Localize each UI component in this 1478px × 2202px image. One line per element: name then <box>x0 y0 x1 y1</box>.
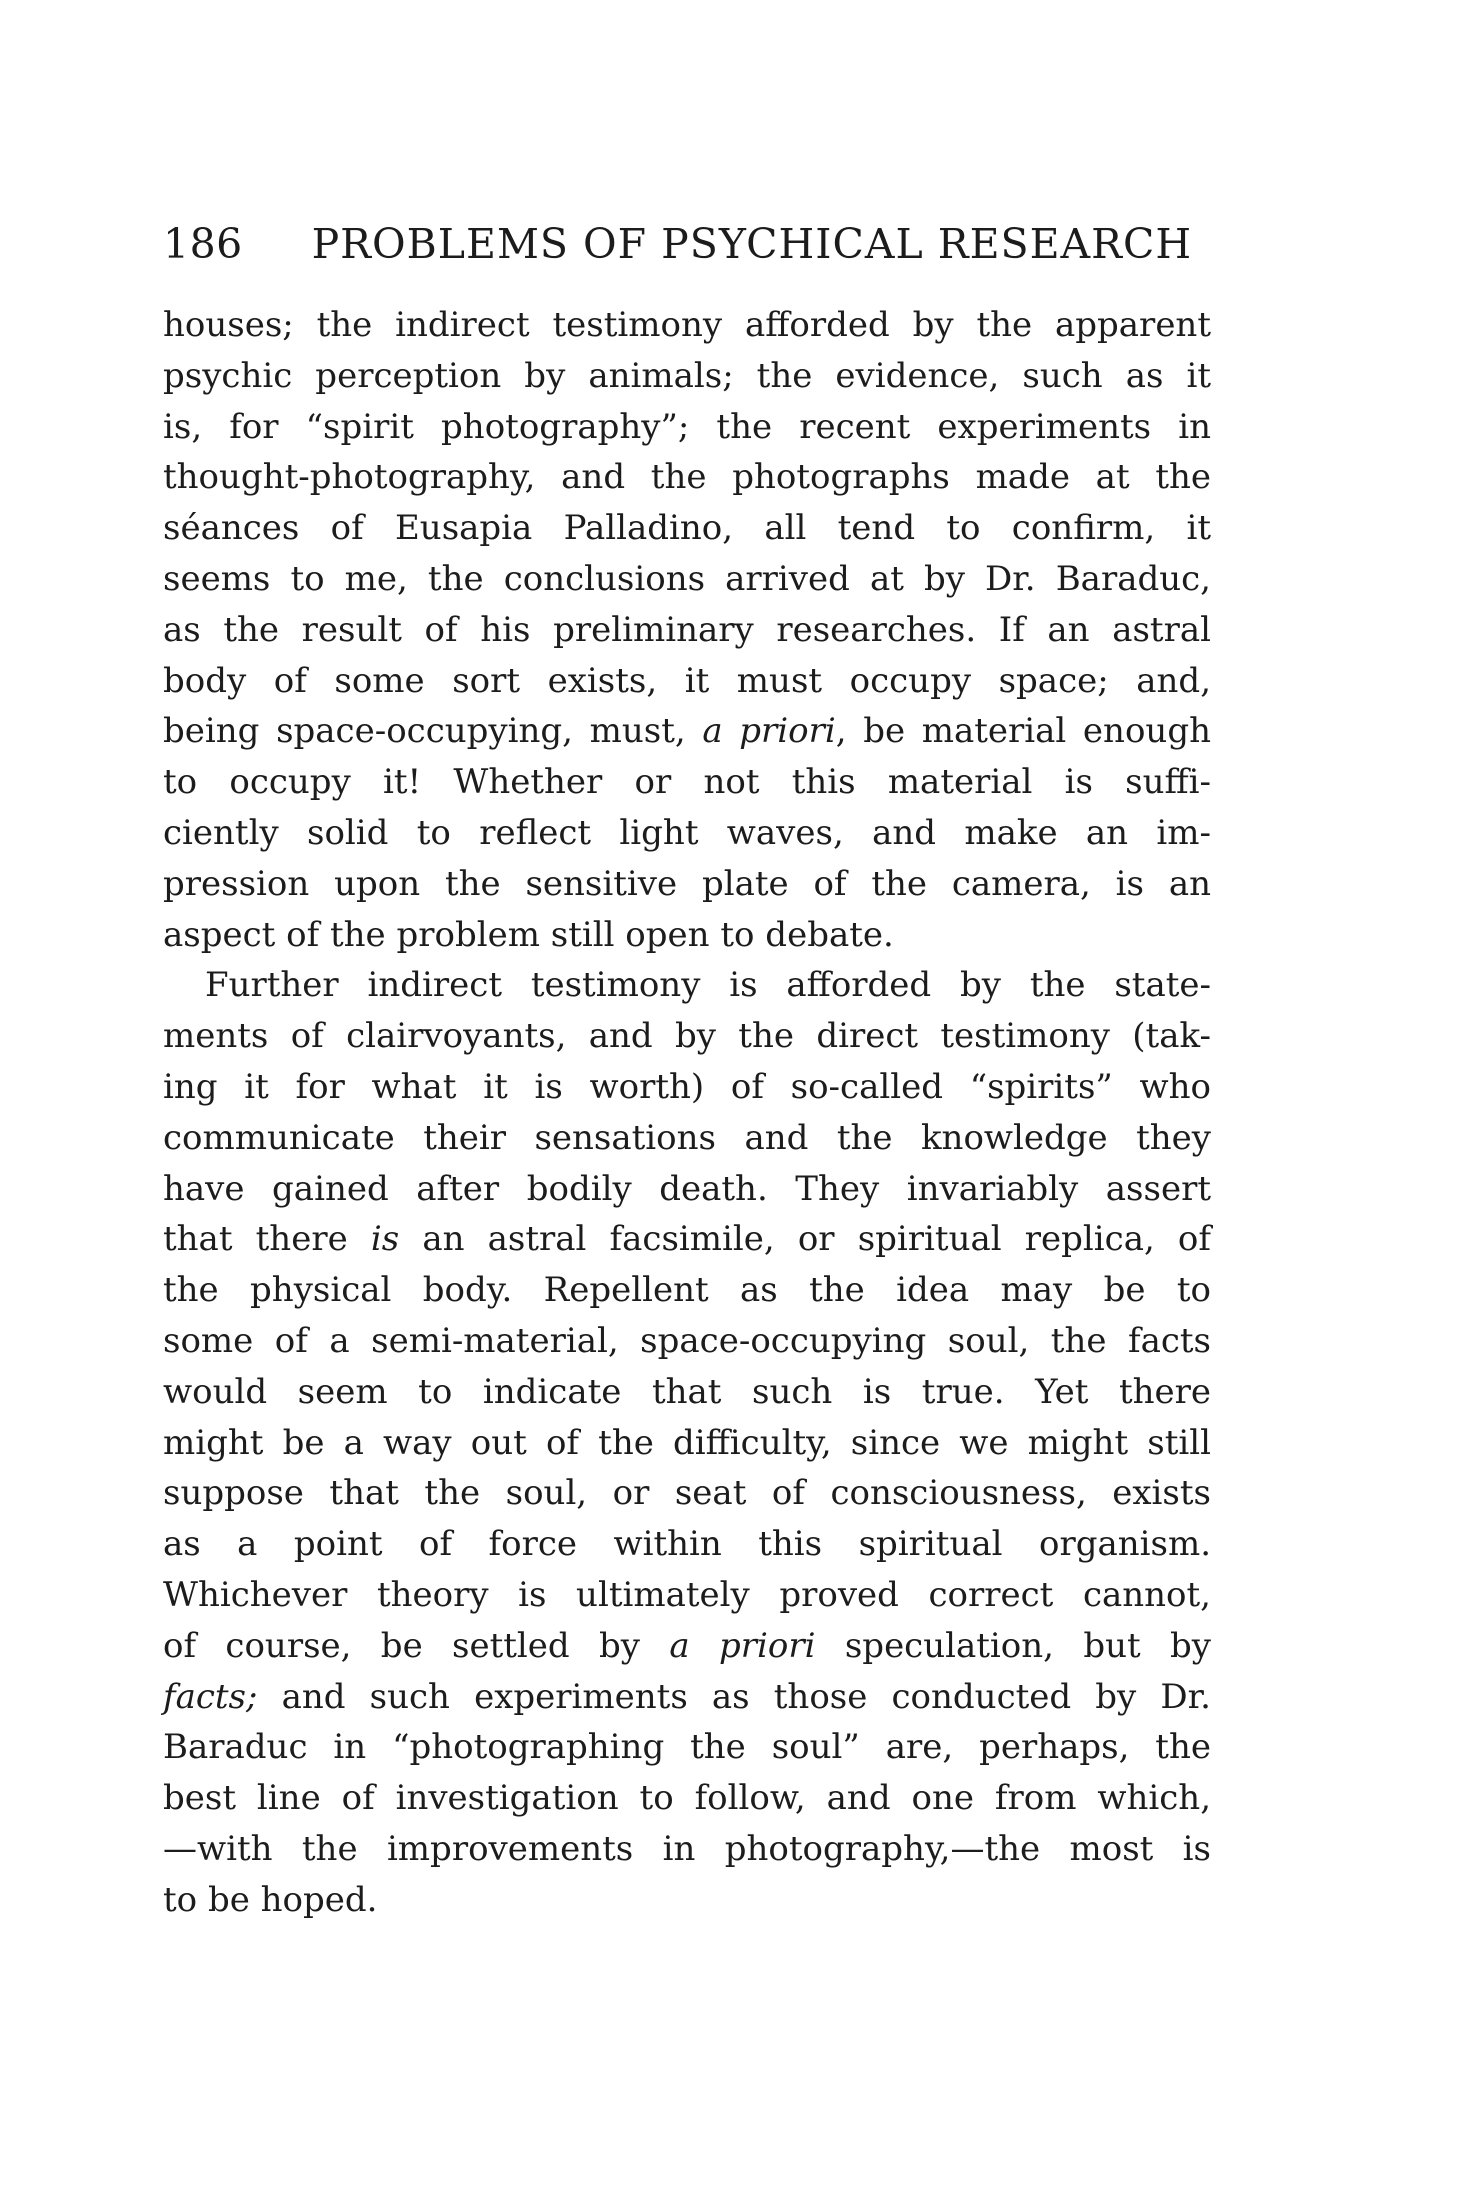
text-segment: have gained after bodily death. They invariably assert <box>163 1168 1211 1209</box>
text-line <box>163 1367 1211 1418</box>
text-segment: that there <box>163 1219 371 1260</box>
text-line <box>163 351 1211 402</box>
text-segment: psychic perception by animals; the evidence, such as it <box>163 355 1211 396</box>
text-line <box>163 1214 1211 1265</box>
text-line <box>163 757 1211 808</box>
text-segment: and such experiments as those conducted by Dr. <box>257 1676 1211 1717</box>
running-title: PROBLEMS OF PSYCHICAL RESEARCH <box>311 220 1193 268</box>
body-text <box>163 300 1211 1926</box>
text-segment: best line of investigation to follow, and one from which, <box>163 1778 1211 1819</box>
paragraph <box>163 960 1211 1925</box>
text-line <box>163 452 1211 503</box>
text-segment: ments of clairvoyants, and by the direct testimony (tak- <box>163 1016 1211 1057</box>
page-header <box>163 220 1213 268</box>
text-line <box>163 1621 1211 1672</box>
text-segment: pression upon the sensitive plate of the camera, is an <box>163 863 1211 904</box>
text-segment: of course, be settled by <box>163 1625 670 1666</box>
italic-text: is <box>370 1219 400 1260</box>
text-line <box>163 605 1211 656</box>
text-segment: aspect of the problem still open to debate. <box>163 914 894 955</box>
text-segment: séances of Eusapia Palladino, all tend to confirm, it <box>163 508 1211 549</box>
text-line <box>163 1164 1211 1215</box>
text-segment: is, for “spirit photography”; the recent experiments in <box>163 406 1211 447</box>
text-segment: houses; the indirect testimony afforded by the apparent <box>163 305 1211 345</box>
text-segment: would seem to indicate that such is true. Yet there <box>163 1371 1211 1412</box>
text-segment: to be hoped. <box>163 1879 378 1920</box>
text-line <box>163 1418 1211 1469</box>
italic-text: a priori <box>702 711 836 752</box>
text-line <box>163 1570 1211 1621</box>
text-line <box>163 1519 1211 1570</box>
text-line <box>163 1468 1211 1519</box>
italic-text: facts; <box>163 1676 258 1717</box>
text-segment: Further indirect testimony is afforded by the state- <box>205 965 1211 1006</box>
italic-text: a priori <box>669 1625 816 1666</box>
text-line <box>163 1113 1211 1164</box>
paragraph <box>163 300 1211 960</box>
text-line <box>163 859 1211 910</box>
text-segment: communicate their sensations and the knowledge they <box>163 1117 1211 1158</box>
text-line <box>163 1011 1211 1062</box>
text-segment: the physical body. Repellent as the idea may be to <box>163 1270 1211 1311</box>
text-segment: to occupy it! Whether or not this material is suffi- <box>163 762 1211 803</box>
text-line <box>163 910 1211 961</box>
text-segment: ing it for what it is worth) of so-called “spirits” who <box>163 1066 1211 1107</box>
text-segment: being space-occupying, must, <box>163 711 703 752</box>
text-line <box>163 402 1211 453</box>
text-segment: an astral facsimile, or spiritual replica, of <box>399 1219 1211 1260</box>
text-segment: Whichever theory is ultimately proved correct cannot, <box>163 1574 1211 1615</box>
text-line <box>163 706 1211 757</box>
text-line <box>163 1062 1211 1113</box>
text-segment: body of some sort exists, it must occupy space; and, <box>163 660 1211 701</box>
text-line <box>163 656 1211 707</box>
text-line <box>163 503 1211 554</box>
text-line <box>163 1824 1211 1875</box>
text-line <box>163 808 1211 859</box>
text-segment: —with the improvements in photography,—the most is <box>163 1828 1211 1869</box>
text-line <box>163 300 1211 351</box>
text-line <box>163 1722 1211 1773</box>
text-line <box>163 1773 1211 1824</box>
text-line <box>163 1672 1211 1723</box>
text-line <box>163 554 1211 605</box>
text-line <box>163 1316 1211 1367</box>
text-segment: seems to me, the conclusions arrived at by Dr. Baraduc, <box>163 558 1211 599</box>
text-segment: might be a way out of the difficulty, since we might still <box>163 1422 1211 1463</box>
text-segment: ciently solid to reflect light waves, and make an im- <box>163 812 1211 853</box>
text-segment: as the result of his preliminary researches. If an astral <box>163 609 1211 650</box>
text-segment: as a point of force within this spiritual organism. <box>163 1524 1211 1565</box>
text-line <box>163 960 1211 1011</box>
text-segment: Baraduc in “photographing the soul” are, perhaps, the <box>163 1727 1211 1768</box>
text-segment: thought-photography, and the photographs made at the <box>163 457 1211 498</box>
text-line <box>163 1265 1211 1316</box>
text-line <box>163 1875 1211 1926</box>
text-segment: suppose that the soul, or seat of consciousness, exists <box>163 1473 1211 1514</box>
text-segment: speculation, but by <box>815 1625 1211 1666</box>
page-number: 186 <box>163 220 243 268</box>
text-segment: , be material enough <box>835 711 1211 752</box>
text-segment: some of a semi-material, space-occupying soul, the facts <box>163 1320 1211 1361</box>
